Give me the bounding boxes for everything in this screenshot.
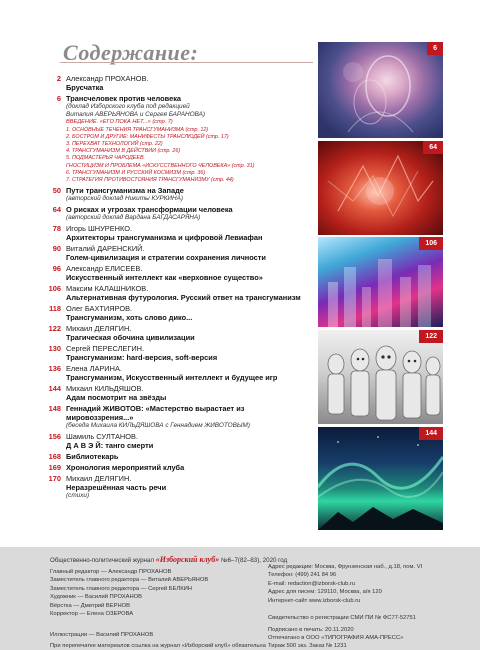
- contents-entry: [38, 384, 313, 402]
- entry-body: [66, 284, 313, 302]
- entry-body: [66, 94, 313, 184]
- entry-body: [66, 205, 313, 222]
- entry-page-number: 144: [48, 384, 61, 394]
- entry-note: (авторский доклад Никиты КУРКИНА): [66, 195, 183, 203]
- entry-author: Виталий ДАРЕНСКИЙ.: [66, 244, 145, 254]
- contact-line: Адрес редакции: Москва, Фрунзенская наб., д.18, пом. VI: [268, 564, 423, 570]
- entry-note: (стихи): [66, 492, 90, 500]
- illustration-glass-figure: [318, 42, 443, 138]
- entry-page-number: 148: [48, 404, 61, 414]
- entry-note: (доклад Изборского клуба под редакцией: [66, 103, 190, 110]
- entry-title: Трансчеловек против человека: [66, 94, 182, 103]
- staff-line: Главный редактор — Александр ПРОХАНОВ: [50, 569, 172, 575]
- imprint-footer: [0, 547, 480, 650]
- entry-page-number: 90: [52, 244, 61, 254]
- entry-page-number: 169: [48, 463, 61, 473]
- illustration-page-number: 64: [423, 141, 443, 154]
- contents-entry: [38, 186, 313, 203]
- contents-entry: [38, 74, 313, 92]
- print-line: Отпечатано в ООО «ТИПОГРАФИЯ АМА-ПРЕСС»: [268, 635, 404, 642]
- entry-title: Трансгуманизм, хоть слово дико...: [66, 313, 193, 323]
- title-underline: [60, 62, 313, 63]
- entry-page-number: 122: [48, 324, 61, 334]
- entry-page-number: 64: [52, 205, 61, 215]
- contents-entry: [38, 284, 313, 302]
- journal-name: «Изборский клуб»: [155, 555, 220, 564]
- glass-figure-art: [318, 42, 443, 138]
- illustration-robot-crowd: [318, 330, 443, 424]
- contents-entry: [38, 404, 313, 430]
- journal-prefix: Общественно-политический журнал: [50, 557, 154, 564]
- contents-entry: [38, 432, 313, 450]
- entry-title: Трагическая обочина цивилизации: [66, 333, 195, 343]
- entry-subsection: 5. ПОДМАСТЕРЬЯ ЧАРОДЕЕВ.: [66, 155, 146, 162]
- contents-entry: [38, 224, 313, 242]
- contents-entry: [38, 304, 313, 322]
- entry-title: О рисках и угрозах трансформации человека: [66, 205, 233, 215]
- contents-entry: [38, 244, 313, 262]
- staff-line: Художник — Василий ПРОХАНОВ: [50, 594, 143, 601]
- entry-author: Елена ЛАРИНА.: [66, 364, 122, 374]
- entry-page-number: 130: [48, 344, 61, 354]
- entry-title: Голем-цивилизация и стратегии сохранения личности: [66, 253, 266, 263]
- contents-entry: [38, 364, 313, 382]
- entry-author: Максим КАЛАШНИКОВ.: [66, 284, 149, 294]
- entry-title: Адам посмотрит на звёзды: [66, 393, 167, 403]
- contents-entry: [38, 324, 313, 342]
- contents-entry: [38, 474, 313, 500]
- illustration-page-number: 122: [419, 330, 443, 343]
- entry-body: [66, 463, 313, 472]
- contents-entry: [38, 344, 313, 362]
- entry-body: [66, 304, 313, 322]
- entry-title: Брусчатка: [66, 83, 104, 92]
- contents-list: [38, 74, 313, 502]
- entry-title: Искусственный интеллект как «верховное существо»: [66, 273, 263, 283]
- contact-line: E-mail: redaction@izborsk-club.ru: [268, 580, 356, 587]
- entry-author: Олег БАХТИЯРОВ.: [66, 304, 133, 314]
- entry-page-number: 118: [49, 304, 61, 314]
- neon-city-art: [318, 237, 443, 327]
- entry-title: Геннадий ЖИВОТОВ: «Мастерство вырастает из мировоззрения...»: [66, 404, 245, 423]
- entry-author: Михаил ДЕЛЯГИН.: [66, 474, 132, 484]
- entry-body: [66, 432, 313, 450]
- entry-page-number: 6: [56, 94, 61, 103]
- entry-author: Сергей ПЕРЕСЛЕГИН.: [66, 344, 145, 354]
- entry-page-number: 170: [48, 474, 61, 484]
- print-line: Тираж 500 экз. Заказ № 1231: [268, 643, 347, 650]
- entry-body: [66, 384, 313, 402]
- entry-body: [66, 224, 313, 242]
- contact-line: Интернет-сайт www.izborsk-club.ru: [268, 597, 361, 604]
- entry-body: [66, 264, 313, 282]
- entry-note: (авторский доклад Вардана БАГДАСАРЯНА): [66, 214, 201, 222]
- page-title: Содержание:: [63, 40, 199, 65]
- entry-subsection: 4. ТРАНСГУМАНИЗМ В ДЕЙСТВИИ (стр. 26): [66, 148, 181, 155]
- entry-page-number: 78: [52, 224, 61, 234]
- entry-title: Архитекторы трансгуманизма и цифровой Левиафан: [66, 233, 263, 243]
- entry-body: [66, 452, 313, 461]
- contact-line: Телефон: (499) 241 84 96: [268, 572, 337, 579]
- red-crystal-art: [318, 141, 443, 235]
- entry-title: Хронология мероприятий клуба: [66, 463, 185, 473]
- reprint-notice: При перепечатке материалов ссылка на журнал «Изборский клуб» обязательна: [50, 643, 266, 649]
- illustration-red-crystal: [318, 141, 443, 235]
- entry-body: [66, 474, 313, 500]
- entry-subsection: ГНОСТИЦИЗМ И ПРОБЛЕМА «ИСКУССТВЕННОГО ЧЕЛОВЕКА» (стр. 31): [66, 162, 255, 169]
- entry-page-number: 168: [48, 452, 61, 462]
- entry-subsection: 7. СТРАТЕГИЯ ПРОТИВОСТОЯНИЯ ТРАНСГУМАНИЗМУ (стр. 44): [66, 177, 234, 184]
- entry-title: Д А В Э Й: танго смерти: [66, 441, 154, 451]
- entry-page-number: 156: [48, 432, 61, 442]
- contents-entry: [38, 463, 313, 472]
- entry-body: [66, 244, 313, 262]
- robot-crowd-art: [318, 330, 443, 424]
- entry-subsection: 2. БОСТРОМ И ДРУГИЕ: МАНИФЕСТЫ ТРАНСЛЮДЕЙ (стр. 17): [66, 133, 229, 140]
- entry-body: [66, 344, 313, 362]
- entry-body: [66, 324, 313, 342]
- entry-page-number: 50: [52, 186, 61, 196]
- entry-title: Неразрешённая часть речи: [66, 483, 167, 493]
- contents-entry: [38, 94, 313, 184]
- contents-entry: [38, 264, 313, 282]
- entry-author: Михаил КИЛЬДЯШОВ.: [66, 384, 144, 394]
- entry-subsection: 1. ОСНОВНЫЕ ТЕЧЕНИЯ ТРАНСГУМАНИЗМА (стр. 12): [66, 126, 209, 133]
- entry-author: Александр ПРОХАНОВ.: [66, 74, 149, 83]
- staff-line: Вёрстка — Дмитрий ВЕРНОВ: [50, 602, 131, 609]
- staff-line: Заместитель главного редактора — Сергей БЕЛКИН: [50, 585, 192, 592]
- registration-certificate: Свидетельство о регистрации СМИ ПИ № ФС77-52751: [268, 615, 416, 621]
- illustration-page-number: 144: [419, 427, 443, 440]
- entry-body: [66, 74, 313, 92]
- entry-author: Александр ЕЛИСЕЕВ.: [66, 264, 143, 274]
- entry-page-number: 2: [56, 74, 61, 83]
- entry-author: Шамиль СУЛТАНОВ.: [66, 432, 138, 442]
- entry-author: Игорь ШНУРЕНКО.: [66, 224, 132, 234]
- entry-title: Пути трансгуманизма на Западе: [66, 186, 184, 196]
- entry-title: Библиотекарь: [66, 452, 119, 462]
- illustrations-credit: Иллюстрации — Василий ПРОХАНОВ: [50, 632, 154, 638]
- entry-subsection: 6. ТРАНСГУМАНИЗМ И РУССКИЙ КОСМИЗМ (стр. 36): [66, 169, 206, 176]
- contents-entry: [38, 452, 313, 461]
- illustration-aurora: [318, 427, 443, 530]
- entry-body: [66, 186, 313, 203]
- staff-line: Заместитель главного редактора — Виталий АВЕРЬЯНОВ: [50, 577, 209, 584]
- entry-body: [66, 404, 313, 430]
- illustration-neon-city: [318, 237, 443, 327]
- entry-page-number: 136: [48, 364, 61, 374]
- entry-page-number: 106: [48, 284, 61, 294]
- entry-title: Трансгуманизм: hard-версия, soft-версия: [66, 353, 218, 363]
- print-line: Подписано в печать: 20.11.2020: [268, 627, 354, 633]
- entry-subsection: 3. ПЕРЕХВАТ ТЕХНОЛОГИЙ (стр. 22): [66, 141, 163, 147]
- aurora-art: [318, 427, 443, 530]
- entry-title: Альтернативная футурология. Русский ответ на трансгуманизм: [66, 293, 301, 303]
- illustration-page-number: 106: [419, 237, 443, 250]
- entry-title: Трансгуманизм, Искусственный интеллект и будущее игр: [66, 373, 278, 383]
- entry-note: (беседа Михаила КИЛЬДЯШОВА с Геннадием ЖИВОТОВЫМ): [66, 422, 250, 430]
- illustration-page-number: 6: [427, 42, 443, 55]
- journal-issue: №6–7(82–83), 2020 год: [220, 557, 288, 564]
- entry-note: Виталия АВЕРЬЯНОВА и Сергея БАРАНОВА): [66, 111, 205, 118]
- journal-line: [50, 555, 287, 564]
- entry-page-number: 96: [52, 264, 61, 274]
- contents-entry: [38, 205, 313, 222]
- staff-line: Корректор — Елена ОЗЕРОВА: [50, 611, 134, 617]
- entry-body: [66, 364, 313, 382]
- entry-author: Михаил ДЕЛЯГИН.: [66, 324, 132, 334]
- entry-subhead: ВВЕДЕНИЕ. «ЕГО ПОКА НЕТ...» (стр. 7): [66, 119, 173, 125]
- contact-line: Адрес для писем: 129110, Москва, а/я 120: [268, 589, 382, 596]
